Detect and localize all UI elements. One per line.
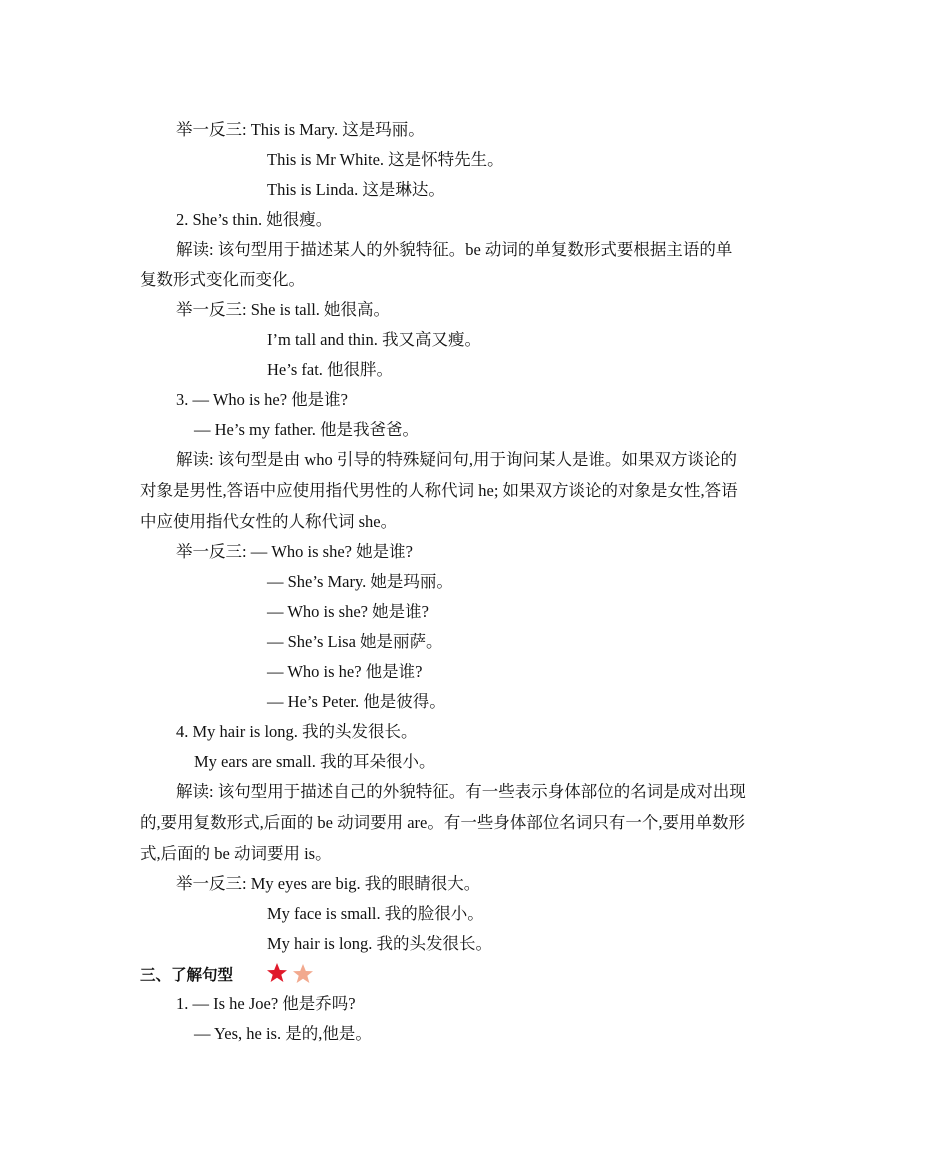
- example-line: My face is small. 我的脸很小。: [267, 904, 484, 923]
- example-line: 举一反三: This is Mary. 这是玛丽。: [176, 120, 425, 139]
- example-line: — She’s Lisa 她是丽萨。: [267, 632, 443, 651]
- sentence-pattern: My ears are small. 我的耳朵很小。: [194, 752, 436, 771]
- explanation-line: 对象是男性,答语中应使用指代男性的人称代词 he; 如果双方谈论的对象是女性,答语: [140, 481, 738, 500]
- section-heading: 三、了解句型: [140, 966, 234, 984]
- example-line: 举一反三: — Who is she? 她是谁?: [176, 542, 413, 561]
- example-line: I’m tall and thin. 我又高又瘦。: [267, 330, 482, 349]
- star-icon: [267, 963, 287, 982]
- explanation-line: 的,要用复数形式,后面的 be 动词要用 are。有一些身体部位名词只有一个,要用单数形: [140, 813, 745, 832]
- example-line: — Who is he? 他是谁?: [267, 662, 423, 681]
- example-line: My hair is long. 我的头发很长。: [267, 934, 493, 953]
- example-line: — He’s Peter. 他是彼得。: [267, 692, 446, 711]
- example-line: This is Mr White. 这是怀特先生。: [267, 150, 504, 169]
- explanation-line: 复数形式变化而变化。: [140, 270, 305, 289]
- example-line: This is Linda. 这是琳达。: [267, 180, 445, 199]
- sentence-pattern: 4. My hair is long. 我的头发很长。: [176, 722, 418, 741]
- explanation-line: 式,后面的 be 动词要用 is。: [140, 844, 332, 863]
- sentence-pattern: 3. — Who is he? 他是谁?: [176, 390, 349, 409]
- sentence-pattern: — He’s my father. 他是我爸爸。: [194, 420, 420, 439]
- sentence-pattern: — Yes, he is. 是的,他是。: [194, 1024, 372, 1043]
- sentence-pattern: 2. She’s thin. 她很瘦。: [176, 210, 333, 229]
- explanation-line: 解读: 该句型用于描述某人的外貌特征。be 动词的单复数形式要根据主语的单: [176, 240, 733, 259]
- example-line: — Who is she? 她是谁?: [267, 602, 429, 621]
- explanation-line: 解读: 该句型用于描述自己的外貌特征。有一些表示身体部位的名词是成对出现: [176, 782, 746, 801]
- example-line: He’s fat. 他很胖。: [267, 360, 394, 379]
- sentence-pattern: 1. — Is he Joe? 他是乔吗?: [176, 994, 356, 1013]
- explanation-line: 解读: 该句型是由 who 引导的特殊疑问句,用于询问某人是谁。如果双方谈论的: [176, 450, 737, 469]
- example-line: — She’s Mary. 她是玛丽。: [267, 572, 453, 591]
- example-line: 举一反三: She is tall. 她很高。: [176, 300, 391, 319]
- example-line: 举一反三: My eyes are big. 我的眼睛很大。: [176, 874, 481, 893]
- explanation-line: 中应使用指代女性的人称代词 she。: [140, 512, 398, 531]
- star-icon: [293, 964, 313, 983]
- rating-stars: [266, 962, 316, 988]
